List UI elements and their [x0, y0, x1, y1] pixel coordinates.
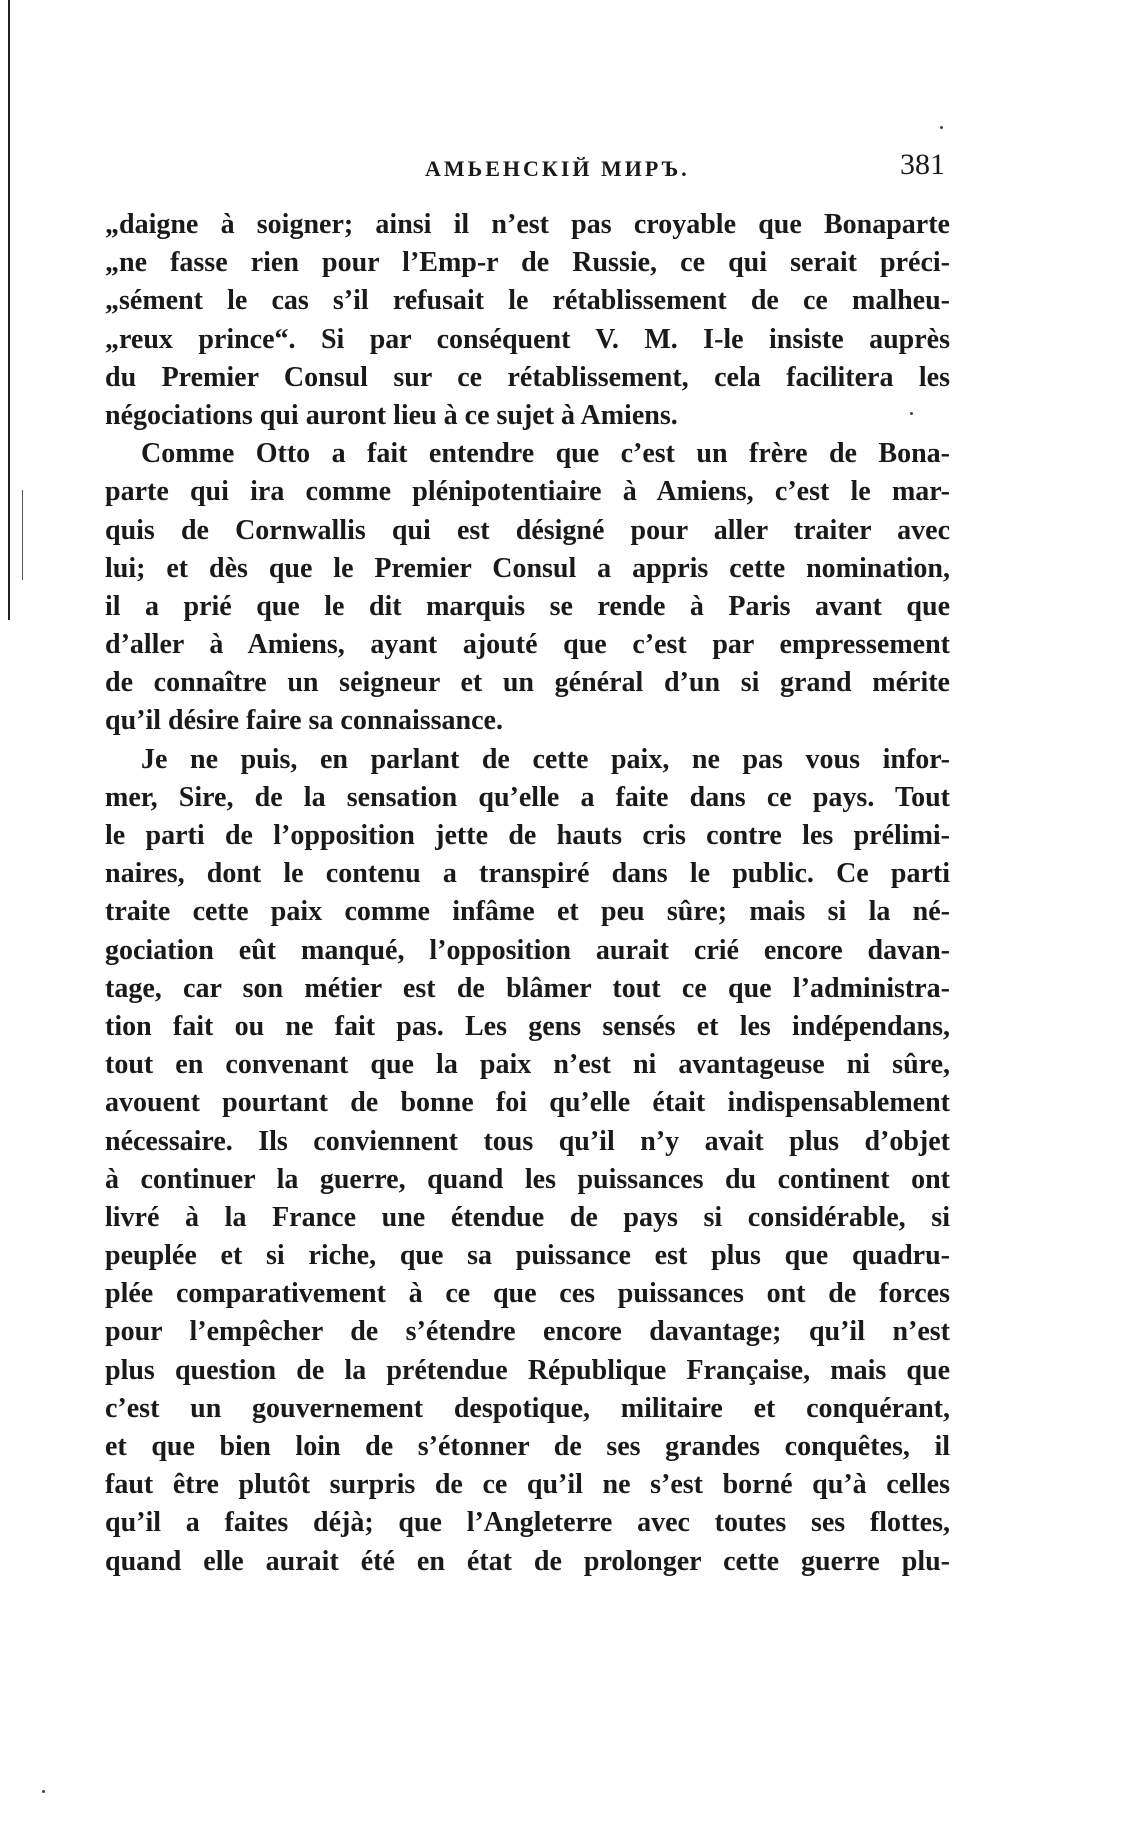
text-line: plus question de la prétendue République Française, mais que	[105, 1354, 950, 1386]
page-number: 381	[900, 148, 945, 181]
text-line: à continuer la guerre, quand les puissances du continent ont	[105, 1163, 950, 1195]
text-line: Comme Otto a fait entendre que c’est un frère de Bona-	[141, 438, 950, 470]
text-line: et que bien loin de s’étonner de ses grandes conquêtes, il	[105, 1431, 950, 1462]
text-line: „reux prince“. Si par conséquent V. M. I-le insiste auprès	[105, 323, 950, 355]
ink-speck	[42, 1790, 45, 1793]
page-edge-mark	[22, 490, 23, 580]
text-line: naires, dont le contenu a transpiré dans le public. Ce parti	[105, 858, 950, 890]
text-line: parte qui ira comme plénipotentiaire à Amiens, c’est le mar-	[105, 476, 950, 508]
text-line: pour l’empêcher de s’étendre encore davantage; qu’il n’est	[105, 1316, 950, 1348]
text-line: faut être plutôt surpris de ce qu’il ne s’est borné qu’à celles	[105, 1469, 950, 1501]
text-line: peuplée et si riche, que sa puissance est plus que quadru-	[105, 1240, 950, 1272]
text-line: qu’il a faites déjà; que l’Angleterre avec toutes ses flottes,	[105, 1507, 950, 1539]
text-line: „sément le cas s’il refusait le rétablissement de ce malheu-	[105, 285, 950, 317]
running-title: АМЬЕНСКІЙ МИРЪ.	[425, 156, 690, 181]
page-header	[100, 148, 945, 188]
text-line: tion fait ou ne fait pas. Les gens sensés et les indépendans,	[105, 1010, 950, 1042]
text-line: de connaître un seigneur et un général d’un si grand mérite	[105, 667, 950, 699]
text-line: qu’il désire faire sa connaissance.	[105, 705, 503, 737]
text-line: tout en convenant que la paix n’est ni avantageuse ni sûre,	[105, 1049, 950, 1081]
text-line: d’aller à Amiens, ayant ajouté que c’est par empressement	[105, 629, 950, 661]
text-line: „ne fasse rien pour l’Emp-r de Russie, ce qui serait préci-	[105, 247, 950, 279]
text-line: du Premier Consul sur ce rétablissement, cela facilitera les	[105, 361, 950, 393]
text-line: quand elle aurait été en état de prolonger cette guerre plu-	[105, 1545, 950, 1577]
page-edge-line	[8, 0, 10, 620]
text-line: „daigne à soigner; ainsi il n’est pas croyable que Bonaparte	[105, 209, 950, 240]
text-line: tage, car son métier est de blâmer tout ce que l’administra-	[105, 972, 950, 1004]
text-line: avouent pourtant de bonne foi qu’elle était indispensablement	[105, 1087, 950, 1119]
text-line: c’est un gouvernement despotique, militaire et conquérant,	[105, 1392, 950, 1424]
text-line: lui; et dès que le Premier Consul a appris cette nomination,	[105, 552, 950, 584]
text-line: nécessaire. Ils conviennent tous qu’il n’y avait plus d’objet	[105, 1125, 950, 1157]
text-line: le parti de l’opposition jette de hauts cris contre les prélimi-	[105, 820, 950, 851]
text-line: traite cette paix comme infâme et peu sûre; mais si la né-	[105, 896, 950, 928]
ink-speck	[940, 126, 943, 129]
text-line: mer, Sire, de la sensation qu’elle a faite dans ce pays. Tout	[105, 781, 950, 813]
text-line: quis de Cornwallis qui est désigné pour aller traiter avec	[105, 514, 950, 546]
text-line: Je ne puis, en parlant de cette paix, ne pas vous infor-	[141, 743, 950, 775]
text-line: il a prié que le dit marquis se rende à Paris avant que	[105, 590, 950, 622]
text-line: plée comparativement à ce que ces puissances ont de forces	[105, 1278, 950, 1310]
text-line: gociation eût manqué, l’opposition aurait crié encore davan-	[105, 934, 950, 966]
text-line: négociations qui auront lieu à ce sujet à Amiens.	[105, 399, 678, 431]
body-text	[105, 206, 950, 1581]
text-line: livré à la France une étendue de pays si considérable, si	[105, 1201, 950, 1233]
